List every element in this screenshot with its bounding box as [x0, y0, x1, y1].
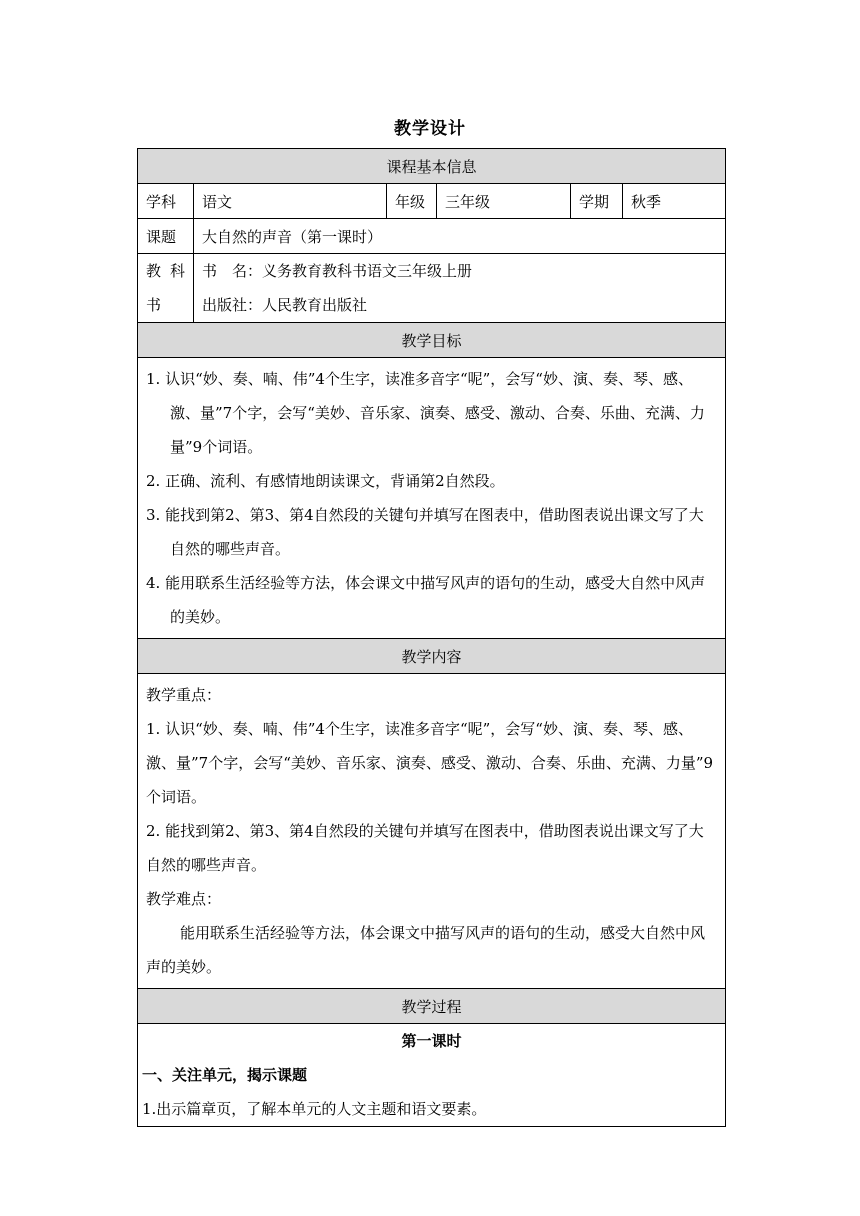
step-item: 1.出示篇章页，了解本单元的人文主题和语文要素。 — [142, 1100, 487, 1118]
textbook-info — [194, 254, 726, 323]
step-heading: 一、关注单元，揭示课题 — [142, 1066, 308, 1084]
objective-item: 1. 认识“妙、奏、喃、伟”4个生字，读准多音字“呢”，会写“妙、演、奏、琴、感、激、量”7个字，会写“美妙、音乐家、演奏、感受、激动、合奏、乐曲、充满、力量”9个词语。 — [146, 370, 705, 456]
difficulty-label: 教学难点： — [146, 890, 222, 908]
subject-value: 语文 — [194, 184, 387, 219]
objective-item: 2. 正确、流利、有感情地朗读课文，背诵第2自然段。 — [146, 472, 505, 490]
basic-info-header: 课程基本信息 — [138, 149, 726, 184]
key-points-label: 教学重点： — [146, 686, 222, 704]
textbook-label: 教 科 书 — [138, 254, 194, 323]
topic-value: 大自然的声音（第一课时） — [194, 219, 726, 254]
term-value: 秋季 — [623, 184, 726, 219]
term-label: 学期 — [571, 184, 623, 219]
topic-label: 课题 — [138, 219, 194, 254]
grade-label: 年级 — [387, 184, 437, 219]
content-header: 教学内容 — [138, 639, 726, 674]
process-header: 教学过程 — [138, 989, 726, 1024]
objective-item: 4. 能用联系生活经验等方法，体会课文中描写风声的语句的生动，感受大自然中风声的美妙。 — [146, 574, 706, 626]
textbook-publisher: 出版社：人民教育出版社 — [202, 296, 368, 314]
subject-label: 学科 — [138, 184, 194, 219]
content-body — [138, 674, 726, 989]
document-title: 教学设计 — [394, 119, 466, 139]
grade-value: 三年级 — [437, 184, 571, 219]
objective-item: 3. 能找到第2、第3、第4自然段的关键句并填写在图表中，借助图表说出课文写了大自然的哪些声音。 — [146, 506, 704, 558]
objectives-list — [138, 358, 726, 639]
textbook-name: 书 名：义务教育教科书语文三年级上册 — [202, 262, 473, 280]
difficulty-text: 能用联系生活经验等方法，体会课文中描写风声的语句的生动，感受大自然中风声的美妙。 — [146, 924, 706, 976]
process-body — [138, 1024, 726, 1127]
objectives-header: 教学目标 — [138, 323, 726, 358]
lesson-plan-table — [137, 148, 726, 1127]
lesson-title: 第一课时 — [401, 1032, 462, 1050]
key-point-item: 2. 能找到第2、第3、第4自然段的关键句并填写在图表中，借助图表说出课文写了大自然的哪些声音。 — [146, 822, 704, 874]
key-point-item: 1. 认识“妙、奏、喃、伟”4个生字，读准多音字“呢”，会写“妙、演、奏、琴、感、激、量”7个字，会写“美妙、音乐家、演奏、感受、激动、合奏、乐曲、充满、力量”9个词语。 — [146, 720, 714, 806]
